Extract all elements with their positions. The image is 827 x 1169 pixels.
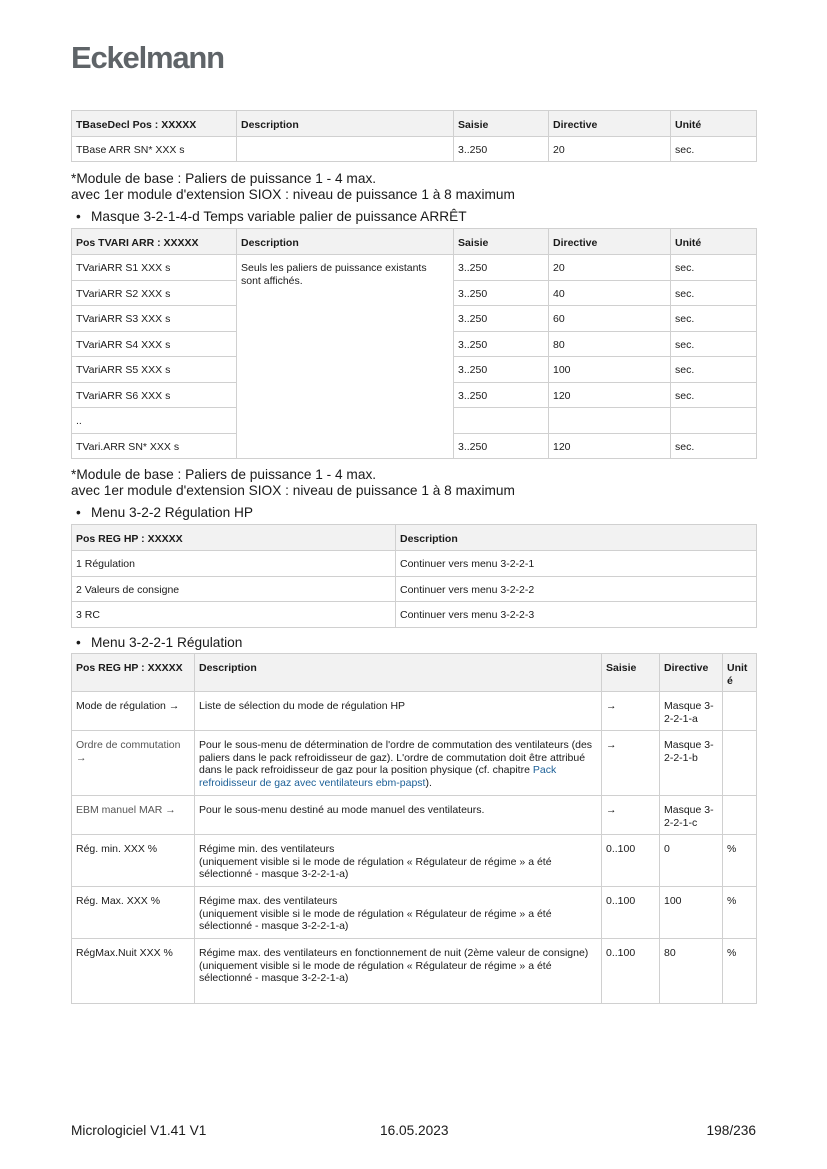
- col-header: TBaseDecl Pos : XXXXX: [72, 111, 237, 137]
- cell: TBase ARR SN* XXX s: [72, 137, 237, 162]
- cell: Régime max. des ventilateurs (uniquement visible si le mode de régulation « Régulateur de régime » a été sélectionné - masque 3-2-2-1-a): [195, 887, 602, 939]
- cell: sec.: [671, 382, 757, 408]
- cell: %: [723, 835, 757, 887]
- table-row: [72, 731, 757, 796]
- table-tvari-arr: [71, 228, 757, 459]
- cell: →: [602, 692, 660, 731]
- note-line: *Module de base : Paliers de puissance 1 - 4 max.: [71, 171, 377, 186]
- table-tbasedecl: [71, 110, 757, 162]
- cell: →: [602, 796, 660, 835]
- footer-date: 16.05.2023: [380, 1123, 449, 1138]
- cell: TVari.ARR SN* XXX s: [72, 433, 237, 459]
- cell: 0..100: [602, 939, 660, 1004]
- cell: [671, 408, 757, 434]
- col-header: Description: [237, 111, 454, 137]
- cell: 120: [549, 382, 671, 408]
- table-row: [72, 939, 757, 1004]
- bullet-icon: •: [76, 209, 81, 224]
- col-header: Unit é: [723, 654, 757, 692]
- col-header: Unité: [671, 111, 757, 137]
- cell: 3 RC: [72, 602, 396, 628]
- col-header: Description: [195, 654, 602, 692]
- col-header: Saisie: [454, 111, 549, 137]
- cell: TVariARR S6 XXX s: [72, 382, 237, 408]
- table-reg-hp-regulation: [71, 653, 757, 1004]
- cell: sec.: [671, 280, 757, 306]
- cell: 3..250: [454, 331, 549, 357]
- cell: 60: [549, 306, 671, 332]
- col-header: Description: [396, 525, 757, 551]
- cell: [723, 692, 757, 731]
- table-row: [72, 137, 757, 162]
- table-row: [72, 796, 757, 835]
- bullet-text: Menu 3-2-2 Régulation HP: [91, 505, 254, 520]
- cell: 3..250: [454, 280, 549, 306]
- cell: Rég. Max. XXX %: [72, 887, 195, 939]
- cell: TVariARR S5 XXX s: [72, 357, 237, 383]
- cell: 3..250: [454, 433, 549, 459]
- cell: 3..250: [454, 382, 549, 408]
- table-row: [72, 255, 757, 281]
- col-header: Pos REG HP : XXXXX: [72, 525, 396, 551]
- cell: 0..100: [602, 835, 660, 887]
- cell: sec.: [671, 306, 757, 332]
- cell: Liste de sélection du mode de régulation HP: [195, 692, 602, 731]
- note-2: [71, 467, 515, 499]
- table-row: [72, 835, 757, 887]
- cell: 80: [660, 939, 723, 1004]
- cell: 100: [660, 887, 723, 939]
- cell: [195, 731, 602, 796]
- cell: sec.: [671, 255, 757, 281]
- note-line: avec 1er module d'extension SIOX : niveau de puissance 1 à 8 maximum: [71, 483, 515, 498]
- cell: %: [723, 887, 757, 939]
- col-header: Description: [237, 229, 454, 255]
- cell: 20: [549, 255, 671, 281]
- cell: Continuer vers menu 3-2-2-2: [396, 576, 757, 602]
- cell: sec.: [671, 433, 757, 459]
- table-row: [72, 551, 757, 577]
- bullet-icon: •: [76, 505, 81, 520]
- cell-text: ).: [425, 776, 432, 789]
- chapter-link[interactable]: Pack refroidisseur de gaz avec ventilateurs ebm-papst: [199, 764, 557, 789]
- note-1: [71, 171, 515, 203]
- col-header: Directive: [660, 654, 723, 692]
- cell: sec.: [671, 357, 757, 383]
- cell: 80: [549, 331, 671, 357]
- col-header: Pos TVARI ARR : XXXXX: [72, 229, 237, 255]
- col-header: Directive: [549, 111, 671, 137]
- cell-text: Pour le sous-menu de détermination de l'ordre de commutation des ventilateurs (des paliers dans le pack refroidisseur de gaz). L'ordre de commutation doit être attribué dans le pack refroidisseur de gaz pour la position physique (cf. chapitre: [199, 739, 593, 776]
- note-line: avec 1er module d'extension SIOX : niveau de puissance 1 à 8 maximum: [71, 187, 515, 202]
- cell: TVariARR S2 XXX s: [72, 280, 237, 306]
- cell: RégMax.Nuit XXX %: [72, 939, 195, 1004]
- bullet-text: Menu 3-2-2-1 Régulation: [91, 635, 243, 650]
- cell: ..: [72, 408, 237, 434]
- cell: →: [602, 731, 660, 796]
- table-row: [72, 602, 757, 628]
- cell: Régime min. des ventilateurs (uniquement visible si le mode de régulation « Régulateur de régime » a été sélectionné - masque 3-2-2-1-a): [195, 835, 602, 887]
- eckelmann-logo: Eckelmann: [71, 40, 224, 75]
- cell: 1 Régulation: [72, 551, 396, 577]
- cell: Rég. min. XXX %: [72, 835, 195, 887]
- bullet-heading: [76, 505, 253, 521]
- cell: EBM manuel MAR →: [72, 796, 195, 835]
- cell-description: Seuls les paliers de puissance existants sont affichés.: [237, 255, 454, 459]
- cell: [454, 408, 549, 434]
- table-row: [72, 887, 757, 939]
- cell: Masque 3-2-2-1-c: [660, 796, 723, 835]
- col-header: Directive: [549, 229, 671, 255]
- cell: Masque 3-2-2-1-b: [660, 731, 723, 796]
- bullet-text: Masque 3-2-1-4-d Temps variable palier de puissance ARRÊT: [91, 209, 467, 224]
- cell: Régime max. des ventilateurs en fonctionnement de nuit (2ème valeur de consigne) (uniquement visible si le mode de régulation « Régulateur de régime » a été sélectionné - masque 3-2-2-1-a): [195, 939, 602, 1004]
- cell: TVariARR S4 XXX s: [72, 331, 237, 357]
- footer-page-number: 198/236: [706, 1123, 756, 1138]
- bullet-heading: [76, 635, 242, 651]
- col-header: Pos REG HP : XXXXX: [72, 654, 195, 692]
- bullet-heading: [76, 209, 467, 225]
- footer-left: Micrologiciel V1.41 V1: [71, 1123, 207, 1138]
- cell: 20: [549, 137, 671, 162]
- cell: 0..100: [602, 887, 660, 939]
- table-row: [72, 692, 757, 731]
- cell: sec.: [671, 137, 757, 162]
- cell: Pour le sous-menu destiné au mode manuel des ventilateurs.: [195, 796, 602, 835]
- cell: [549, 408, 671, 434]
- cell: Ordre de commutation →: [72, 731, 195, 796]
- cell: 3..250: [454, 255, 549, 281]
- cell: %: [723, 939, 757, 1004]
- cell: Continuer vers menu 3-2-2-3: [396, 602, 757, 628]
- col-header: Unité: [671, 229, 757, 255]
- cell: [237, 137, 454, 162]
- cell: [723, 796, 757, 835]
- cell: 100: [549, 357, 671, 383]
- cell: 40: [549, 280, 671, 306]
- cell: Masque 3-2-2-1-a: [660, 692, 723, 731]
- table-row: [72, 576, 757, 602]
- cell: 0: [660, 835, 723, 887]
- cell: TVariARR S1 XXX s: [72, 255, 237, 281]
- cell: 3..250: [454, 306, 549, 332]
- note-line: *Module de base : Paliers de puissance 1 - 4 max.: [71, 467, 377, 482]
- col-header: Saisie: [602, 654, 660, 692]
- cell: Continuer vers menu 3-2-2-1: [396, 551, 757, 577]
- table-reg-hp-menu: [71, 524, 757, 628]
- cell: [723, 731, 757, 796]
- cell: TVariARR S3 XXX s: [72, 306, 237, 332]
- col-header: Saisie: [454, 229, 549, 255]
- cell: 3..250: [454, 137, 549, 162]
- cell: 3..250: [454, 357, 549, 383]
- cell: 2 Valeurs de consigne: [72, 576, 396, 602]
- cell: Mode de régulation →: [72, 692, 195, 731]
- cell: 120: [549, 433, 671, 459]
- bullet-icon: •: [76, 635, 81, 650]
- cell: sec.: [671, 331, 757, 357]
